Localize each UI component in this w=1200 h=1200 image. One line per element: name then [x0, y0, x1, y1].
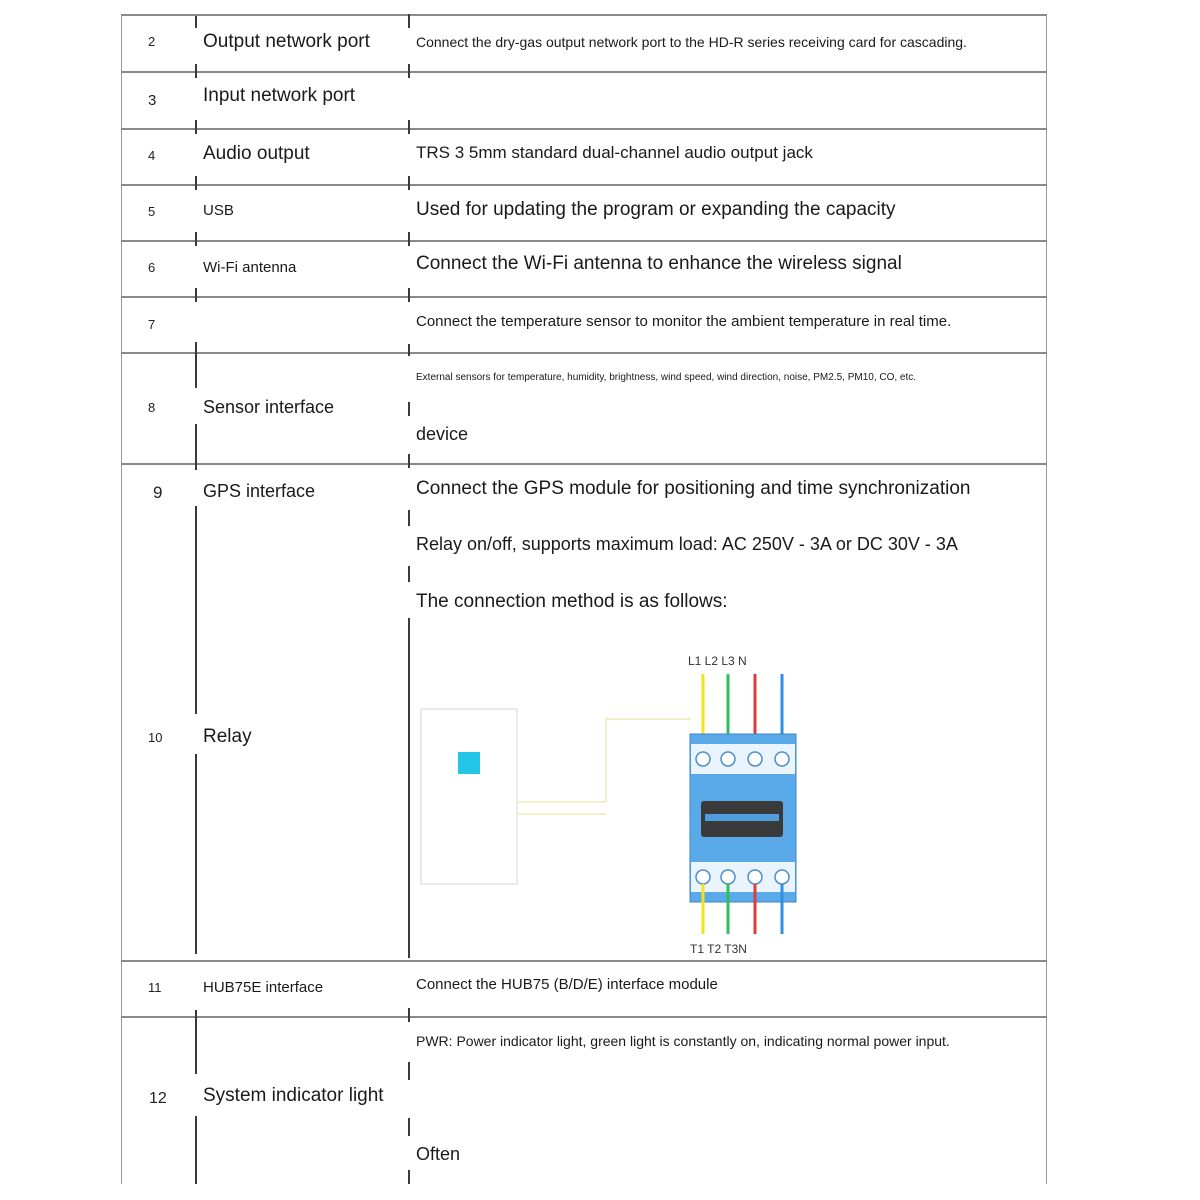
- column-separator: [195, 754, 197, 954]
- interface-description: Connect the GPS module for positioning and time synchronization: [416, 478, 971, 499]
- row-number: 7: [148, 317, 156, 332]
- row-divider: [121, 184, 1047, 186]
- diagram-bottom-label: T1 T2 T3N: [690, 942, 747, 956]
- interface-description: External sensors for temperature, humidity, brightness, wind speed, wind direction, noise, PM2.5, PM10, CO, etc.: [416, 372, 917, 383]
- row-divider: [121, 14, 1047, 16]
- column-separator: [408, 454, 410, 468]
- row-divider: [121, 1016, 1047, 1018]
- row-number: 5: [148, 204, 156, 219]
- column-separator: [408, 120, 410, 134]
- board-chip: [458, 752, 480, 774]
- column-separator: [408, 232, 410, 246]
- table-left-border: [121, 14, 122, 1184]
- relay-window-stripe: [705, 814, 779, 821]
- interface-name: Audio output: [203, 143, 310, 164]
- interface-name: Input network port: [203, 85, 356, 106]
- column-separator: [195, 506, 197, 714]
- interface-name: Wi-Fi antenna: [203, 259, 297, 276]
- row-number: 3: [148, 92, 157, 109]
- column-separator: [408, 14, 410, 28]
- interface-description-continued: device: [416, 424, 469, 444]
- column-separator: [195, 16, 197, 28]
- row-number: 10: [148, 730, 163, 745]
- column-separator: [195, 1116, 197, 1184]
- column-separator: [408, 1008, 410, 1022]
- column-separator: [408, 402, 410, 416]
- interface-description: Connect the HUB75 (B/D/E) interface module: [416, 976, 718, 993]
- row-number: 9: [153, 483, 163, 502]
- row-number: 12: [149, 1090, 167, 1107]
- terminal-screw: [721, 752, 735, 766]
- terminal-screw: [775, 870, 789, 884]
- column-separator: [195, 424, 197, 470]
- interface-description: Connect the temperature sensor to monitor the ambient temperature in real time.: [416, 313, 952, 330]
- interface-name: Sensor interface: [203, 397, 335, 417]
- column-separator: [195, 342, 197, 388]
- interface-description-continued: Often: [416, 1144, 461, 1164]
- terminal-screw: [748, 752, 762, 766]
- row-number: 4: [148, 148, 156, 163]
- column-separator: [408, 1118, 410, 1136]
- column-separator: [195, 1010, 197, 1074]
- column-separator: [408, 1062, 410, 1080]
- interface-table: [121, 14, 1047, 1184]
- interface-description: TRS 3 5mm standard dual-channel audio output jack: [416, 143, 813, 162]
- row-number: 2: [148, 34, 156, 49]
- interface-description: Connect the dry-gas output network port to the HD-R series receiving card for cascading.: [416, 34, 967, 50]
- terminal-screw: [696, 752, 710, 766]
- interface-description: Connect the Wi-Fi antenna to enhance the wireless signal: [416, 253, 902, 274]
- row-divider: [121, 352, 1047, 354]
- row-divider: [121, 128, 1047, 130]
- column-separator: [408, 176, 410, 190]
- row-divider: [121, 463, 1047, 465]
- interface-description: Relay on/off, supports maximum load: AC 250V - 3A or DC 30V - 3A: [416, 534, 958, 554]
- terminal-screw: [696, 870, 710, 884]
- row-divider: [121, 296, 1047, 298]
- interface-name: GPS interface: [203, 481, 316, 501]
- column-separator: [195, 288, 197, 302]
- column-separator: [195, 232, 197, 246]
- column-separator: [195, 120, 197, 134]
- row-divider: [121, 71, 1047, 73]
- column-separator: [408, 566, 410, 582]
- column-separator: [408, 1170, 410, 1184]
- terminal-screw: [775, 752, 789, 766]
- column-separator: [408, 618, 410, 958]
- column-separator: [408, 288, 410, 302]
- interface-name: Output network port: [203, 31, 370, 52]
- row-number: 6: [148, 260, 156, 275]
- interface-description: Used for updating the program or expanding the capacity: [416, 199, 896, 220]
- diagram-top-label: L1 L2 L3 N: [688, 654, 747, 668]
- column-separator: [195, 176, 197, 190]
- interface-name: HUB75E interface: [203, 979, 324, 996]
- terminal-screw: [748, 870, 762, 884]
- row-divider: [121, 240, 1047, 242]
- relay-wiring-diagram: [411, 634, 831, 964]
- interface-description: PWR: Power indicator light, green light is constantly on, indicating normal power input.: [416, 1033, 950, 1049]
- column-separator: [408, 344, 410, 356]
- faded-board: [421, 709, 517, 884]
- column-separator: [408, 510, 410, 526]
- row-number: 8: [148, 400, 156, 415]
- interface-name: System indicator light: [203, 1085, 384, 1106]
- table-right-border: [1046, 14, 1047, 1184]
- interface-name: Relay: [203, 726, 252, 747]
- terminal-screw: [721, 870, 735, 884]
- interface-description-continued: The connection method is as follows:: [416, 591, 728, 612]
- interface-name: USB: [203, 202, 234, 219]
- row-number: 11: [148, 980, 162, 995]
- column-separator: [195, 64, 197, 78]
- column-separator: [408, 64, 410, 78]
